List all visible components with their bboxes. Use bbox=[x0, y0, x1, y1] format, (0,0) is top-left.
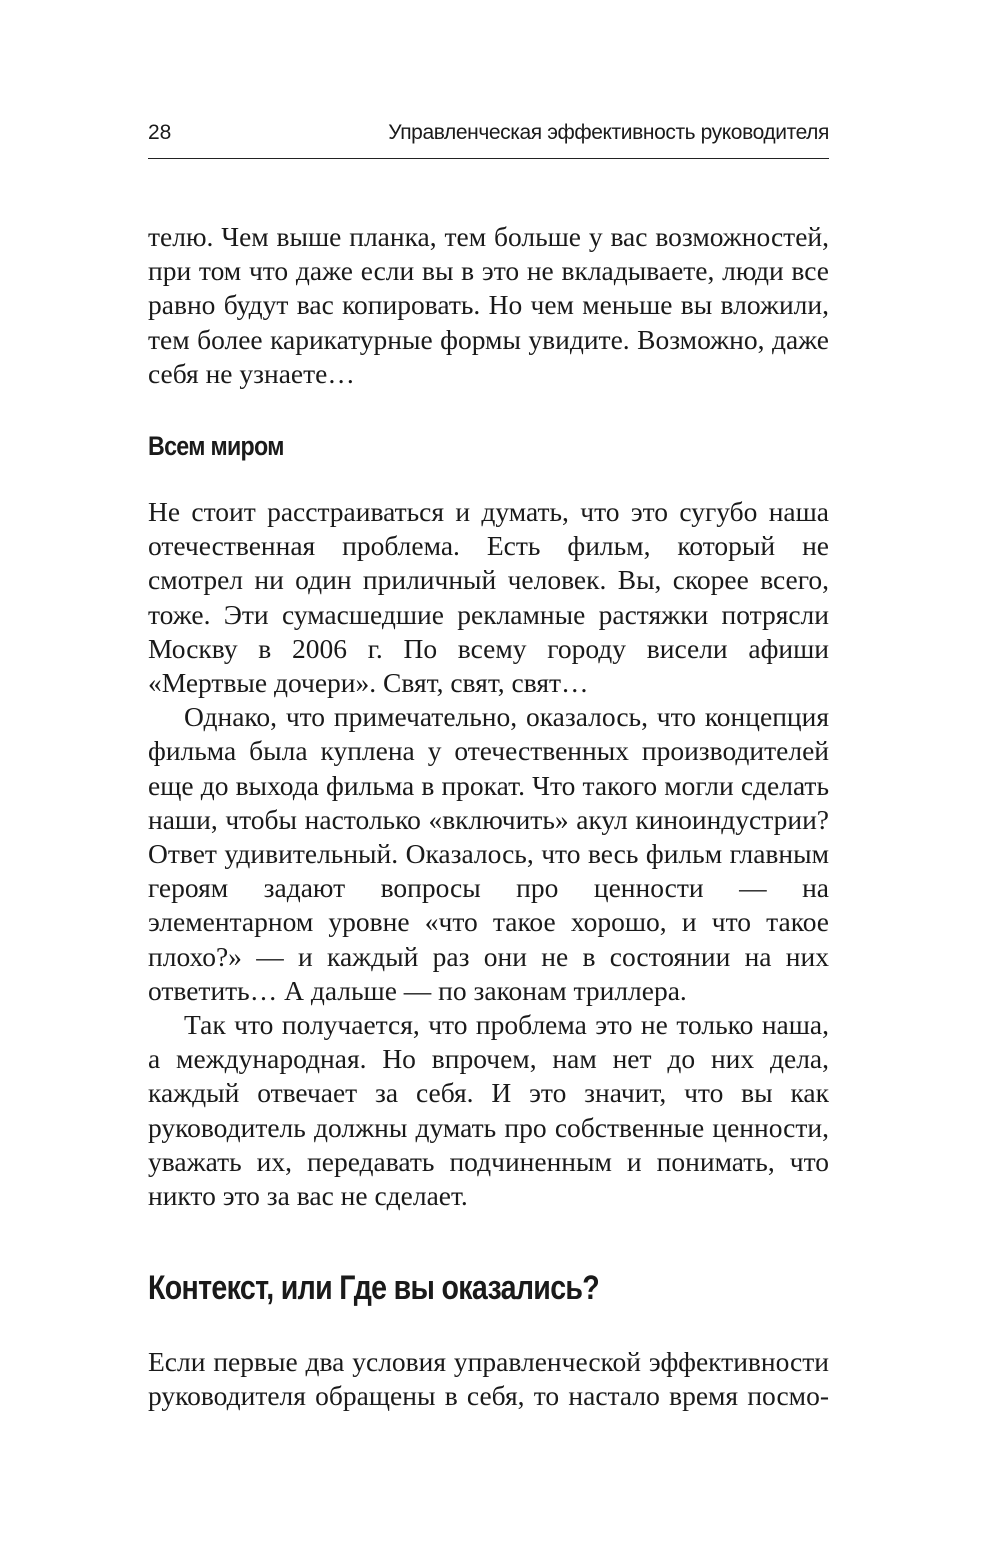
page-header bbox=[148, 116, 829, 159]
running-title: Управленческая эффективность руководителя bbox=[388, 121, 829, 144]
section-heading-all-world: Всем миром bbox=[148, 431, 284, 461]
section-all-world-text bbox=[148, 495, 829, 1213]
paragraph: Так что получается, что проблема это не только наша, а международная. Но впрочем, нам нет до них дела, каждый отвечает за себя. И это значит, что вы как руководитель должны думать про собственные ценности, уважать их, передавать подчиненным и понимать, что никто это за вас не сделает. bbox=[148, 1009, 829, 1212]
section-heading-context: Контекст, или Где вы оказались? bbox=[148, 1269, 600, 1307]
page-number: 28 bbox=[148, 121, 172, 144]
section-context-text bbox=[148, 1345, 829, 1413]
paragraph: Однако, что примечательно, оказалось, что концепция фильма была куплена у отечественных производителей еще до выхода фильма в прокат. Что такого могли сделать наши, чтобы настолько «включить» акул киноиндустрии? Ответ удивительный. Оказалось, что весь фильм главным героям задают вопросы про ценности — на элементарном уровне «что такое хорошо, и что такое плохо?» — и каждый раз они не в состоянии на них ответить… А дальше — по законам триллера. bbox=[148, 701, 829, 1006]
paragraph: Не стоит расстраиваться и думать, что это сугубо наша отечественная проблема. Есть фильм, который не смотрел ни один приличный человек. Вы, скорее всего, тоже. Эти сумасшедшие рекламные растяжки потрясли Москву в 2006 г. По всему городу висели афиши «Мертвые дочери». Свят, свят, свят… bbox=[148, 496, 829, 699]
paragraph: телю. Чем выше планка, тем больше у вас возможностей, при том что даже если вы в это не вкладываете, люди все равно будут вас копировать. Но чем меньше вы вложили, тем более карикатурные формы увидите. Возможно, даже себя не узнаете… bbox=[148, 221, 829, 389]
paragraph: Если первые два условия управленческой эффективности руководителя обращены в себя, то настало время посмо- bbox=[148, 1346, 829, 1412]
intro-text bbox=[148, 220, 829, 391]
